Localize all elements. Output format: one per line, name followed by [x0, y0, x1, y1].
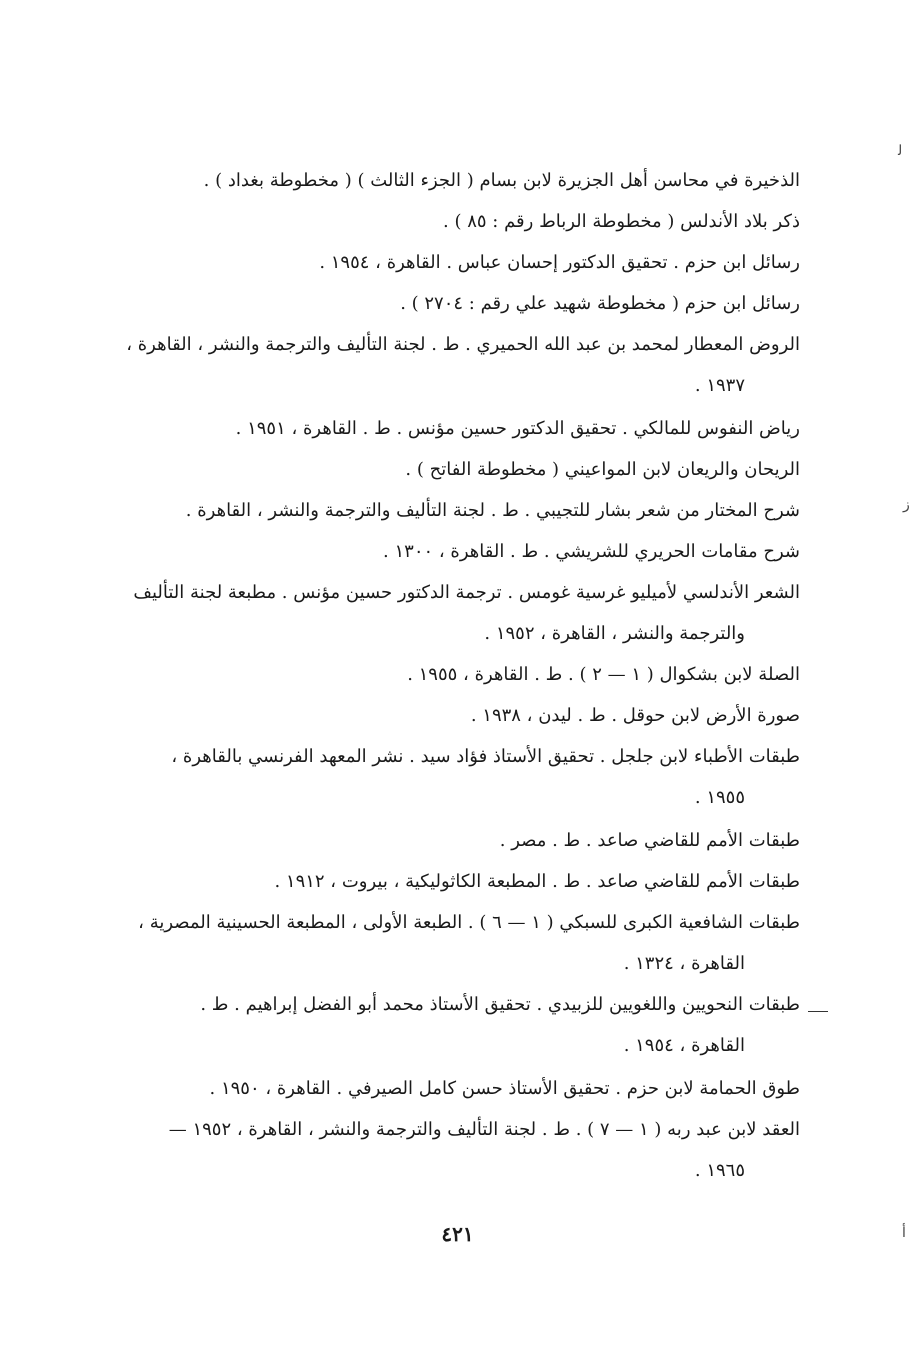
bibliography-entry — [120, 1109, 800, 1191]
entry-line: صورة الأرض لابن حوقل . ط . ليدن ، ١٩٣٨ . — [470, 705, 800, 726]
bibliography-entry — [120, 820, 800, 861]
entry-line: طبقات الأطباء لابن جلجل . تحقيق الأستاذ فؤاد سيد . نشر المعهد الفرنسي بالقاهرة ، — [171, 746, 800, 767]
bibliography-entry — [120, 242, 800, 283]
bibliography-entry — [120, 1068, 800, 1109]
entry-line: شرح المختار من شعر بشار للتجيبي . ط . لجنة التأليف والترجمة والنشر ، القاهرة . — [185, 500, 800, 521]
bibliography-entry — [120, 531, 800, 572]
entry-line: الصلة لابن بشكوال ( ١ — ٢ ) . ط . القاهرة ، ١٩٥٥ . — [407, 664, 800, 685]
entry-line: رياض النفوس للمالكي . تحقيق الدكتور حسين مؤنس . ط . القاهرة ، ١٩٥١ . — [235, 418, 800, 439]
bibliography-entry — [120, 490, 800, 531]
entry-continuation: القاهرة ، ١٣٢٤ . — [623, 953, 745, 974]
bibliography-entry — [120, 283, 800, 324]
bibliography-entry — [120, 861, 800, 902]
entry-line: الشعر الأندلسي لأميليو غرسية غومس . ترجمة الدكتور حسين مؤنس . مطبعة لجنة التأليف — [133, 582, 800, 603]
bibliography-entry — [120, 324, 800, 406]
bibliography-entry — [120, 695, 800, 736]
entry-continuation: ١٩٥٥ . — [694, 787, 745, 808]
entry-continuation: والترجمة والنشر ، القاهرة ، ١٩٥٢ . — [484, 623, 745, 644]
bibliography-list — [120, 160, 800, 1191]
margin-mark: ﻟ — [898, 143, 903, 159]
entry-line: طبقات النحويين واللغويين للزبيدي . تحقيق الأستاذ محمد أبو الفضل إبراهيم . ط . — [200, 994, 800, 1015]
bibliography-entry — [120, 408, 800, 449]
entry-line: رسائل ابن حزم . تحقيق الدكتور إحسان عباس . القاهرة ، ١٩٥٤ . — [319, 252, 800, 273]
bibliography-entry — [120, 160, 800, 201]
margin-dash — [808, 1011, 828, 1012]
entry-line: طبقات الشافعية الكبرى للسبكي ( ١ — ٦ ) . الطبعة الأولى ، المطبعة الحسينية المصرية ، — [138, 912, 800, 933]
entry-line: الريحان والريعان لابن المواعيني ( مخطوطة الفاتح ) . — [405, 459, 800, 480]
entry-line: طبقات الأمم للقاضي صاعد . ط . مصر . — [499, 830, 800, 851]
bibliography-entry — [120, 984, 800, 1066]
entry-line: طوق الحمامة لابن حزم . تحقيق الأستاذ حسن كامل الصيرفي . القاهرة ، ١٩٥٠ . — [209, 1078, 800, 1099]
entry-line: شرح مقامات الحريري للشريشي . ط . القاهرة ، ١٣٠٠ . — [383, 541, 800, 562]
entry-line: الذخيرة في محاسن أهل الجزيرة لابن بسام ( الجزء الثالث ) ( مخطوطة بغداد ) . — [203, 170, 800, 191]
entry-line: العقد لابن عبد ربه ( ١ — ٧ ) . ط . لجنة التأليف والترجمة والنشر ، القاهرة ، ١٩٥٢ — — [168, 1119, 800, 1140]
bibliography-entry — [120, 449, 800, 490]
page-number: ٤٢١ — [441, 1222, 474, 1246]
entry-line: الروض المعطار لمحمد بن عبد الله الحميري . ط . لجنة التأليف والترجمة والنشر ، القاهرة ، — [126, 334, 800, 355]
margin-mark: ﺃ — [902, 1225, 906, 1241]
bibliography-entry — [120, 572, 800, 654]
entry-continuation: ١٩٦٥ . — [694, 1160, 745, 1181]
entry-continuation: ١٩٣٧ . — [694, 375, 745, 396]
bibliography-entry — [120, 201, 800, 242]
entry-line: ذكر بلاد الأندلس ( مخطوطة الرباط رقم : ٨٥ ) . — [443, 211, 800, 232]
bibliography-entry — [120, 736, 800, 818]
entry-line: طبقات الأمم للقاضي صاعد . ط . المطبعة الكاثوليكية ، بيروت ، ١٩١٢ . — [274, 871, 800, 892]
entry-continuation: القاهرة ، ١٩٥٤ . — [623, 1035, 745, 1056]
bibliography-entry — [120, 654, 800, 695]
margin-mark: ﺯ — [903, 497, 910, 513]
entry-line: رسائل ابن حزم ( مخطوطة شهيد علي رقم : ٢٧٠٤ ) . — [400, 293, 800, 314]
bibliography-entry — [120, 902, 800, 984]
